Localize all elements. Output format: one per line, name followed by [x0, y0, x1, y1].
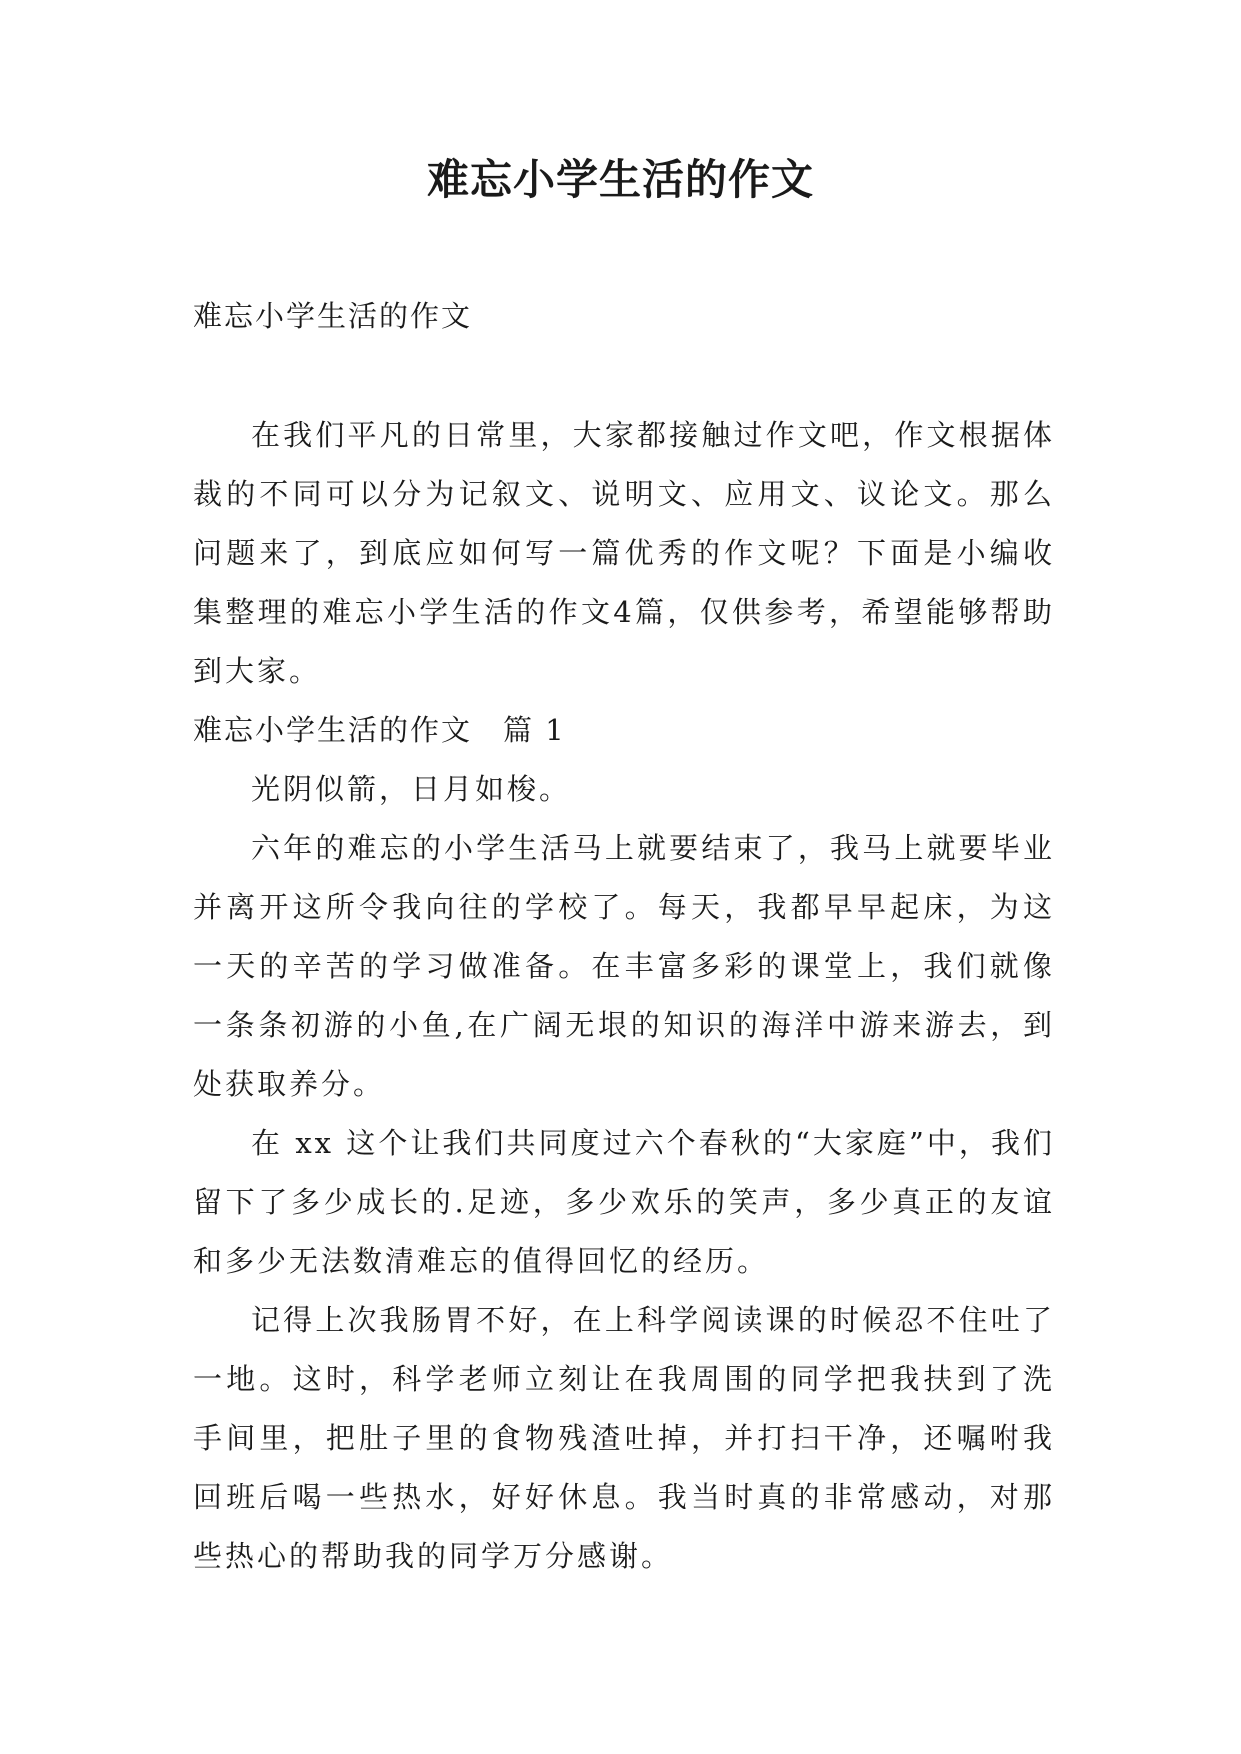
body-paragraph: 记得上次我肠胃不好，在上科学阅读课的时候忍不住吐了一地。这时，科学老师立刻让在我周围的同学把我扶到了洗手间里，把肚子里的食物残渣吐掉，并打扫干净，还嘱咐我回班后喝一些热水，好好休息。我当时真的非常感动，对那些热心的帮助我的同学万分感谢。 — [193, 1303, 1055, 1573]
document-body — [193, 406, 1055, 1586]
body-paragraph: 六年的难忘的小学生活马上就要结束了，我马上就要毕业并离开这所令我向往的学校了。每天，我都早早起床，为这一天的辛苦的学习做准备。在丰富多彩的课堂上，我们就像一条条初游的小鱼,在广阔无垠的知识的海洋中游来游去，到处获取养分。 — [193, 831, 1055, 1101]
body-paragraph: 在 xx 这个让我们共同度过六个春秋的“大家庭”中，我们留下了多少成长的.足迹，多少欢乐的笑声，多少真正的友谊和多少无法数清难忘的值得回忆的经历。 — [193, 1126, 1055, 1278]
section-heading: 难忘小学生活的作文 篇 1 — [193, 713, 566, 747]
intro-paragraph: 在我们平凡的日常里，大家都接触过作文吧，作文根据体裁的不同可以分为记叙文、说明文、应用文、议论文。那么问题来了，到底应如何写一篇优秀的作文呢？下面是小编收集整理的难忘小学生活的作文4篇，仅供参考，希望能够帮助到大家。 — [193, 418, 1055, 688]
document-subtitle: 难忘小学生活的作文 — [193, 299, 473, 333]
body-paragraph: 光阴似箭，日月如梭。 — [251, 772, 572, 806]
document-title: 难忘小学生活的作文 — [426, 155, 814, 204]
